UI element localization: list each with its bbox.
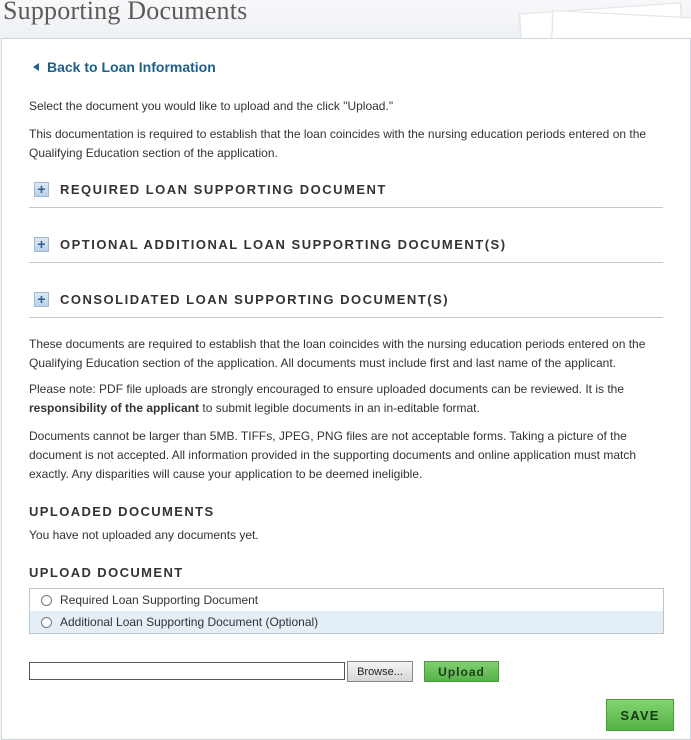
pdf-note-end: to submit legible documents in an in-editable format. — [199, 401, 480, 415]
accordion-consolidated-documents[interactable] — [29, 281, 663, 318]
file-size-note: Documents cannot be larger than 5MB. TIFFs, JPEG, PNG files are not acceptable forms. Taking a picture of the document is not accepted. All information provided in the supporting documents and online application must match exactly. Any disparities will cause your application to be deemed ineligible. — [29, 429, 637, 481]
option-label: Required Loan Supporting Document — [60, 593, 259, 607]
upload-document-heading: UPLOAD DOCUMENT — [29, 565, 184, 580]
requirements-note: These documents are required to establish that the loan coincides with the nursing education periods entered on the Qualifying Education section of the application. All documents must include first and last name of the applicant. — [29, 337, 646, 370]
option-additional-document[interactable] — [30, 611, 663, 633]
back-to-loan-information-link[interactable] — [29, 59, 216, 75]
page-header — [0, 0, 691, 38]
plus-icon: + — [34, 182, 49, 197]
upload-button[interactable]: Upload — [424, 661, 499, 682]
triangle-left-icon — [33, 63, 39, 71]
radio-additional-document[interactable] — [41, 617, 52, 628]
instruction-text: Select the document you would like to upload and the click "Upload." — [29, 99, 394, 113]
pdf-note — [29, 380, 665, 418]
accordion-optional-documents[interactable] — [29, 226, 663, 263]
documents-decoration — [491, 0, 691, 38]
file-path-input[interactable] — [29, 662, 345, 680]
accordion-label: REQUIRED LOAN SUPPORTING DOCUMENT — [60, 181, 387, 197]
accordion-label: OPTIONAL ADDITIONAL LOAN SUPPORTING DOCUMENT(S) — [60, 236, 507, 252]
requirement-text: This documentation is required to establish that the loan coincides with the nursing education periods entered on the Qualifying Education section of the application. — [29, 127, 647, 160]
pdf-note-start: Please note: PDF file uploads are strongly encouraged to ensure uploaded documents can be reviewed. It is the — [29, 382, 625, 396]
save-button[interactable]: SAVE — [606, 699, 674, 731]
main-panel — [1, 38, 691, 740]
no-documents-message: You have not uploaded any documents yet. — [29, 528, 259, 542]
accordion-label: CONSOLIDATED LOAN SUPPORTING DOCUMENT(S) — [60, 291, 450, 307]
accordion-required-document[interactable] — [29, 171, 663, 208]
plus-icon: + — [34, 237, 49, 252]
document-type-options — [29, 588, 664, 634]
plus-icon: + — [34, 292, 49, 307]
option-required-document[interactable] — [30, 589, 663, 611]
uploaded-documents-heading: UPLOADED DOCUMENTS — [29, 504, 215, 519]
radio-required-document[interactable] — [41, 595, 52, 606]
option-label: Additional Loan Supporting Document (Optional) — [60, 615, 319, 629]
pdf-note-emphasis: responsibility of the applicant — [29, 401, 200, 415]
page-title: Supporting Documents — [3, 0, 248, 25]
back-link-label: Back to Loan Information — [47, 59, 216, 75]
browse-button[interactable]: Browse... — [347, 661, 413, 682]
